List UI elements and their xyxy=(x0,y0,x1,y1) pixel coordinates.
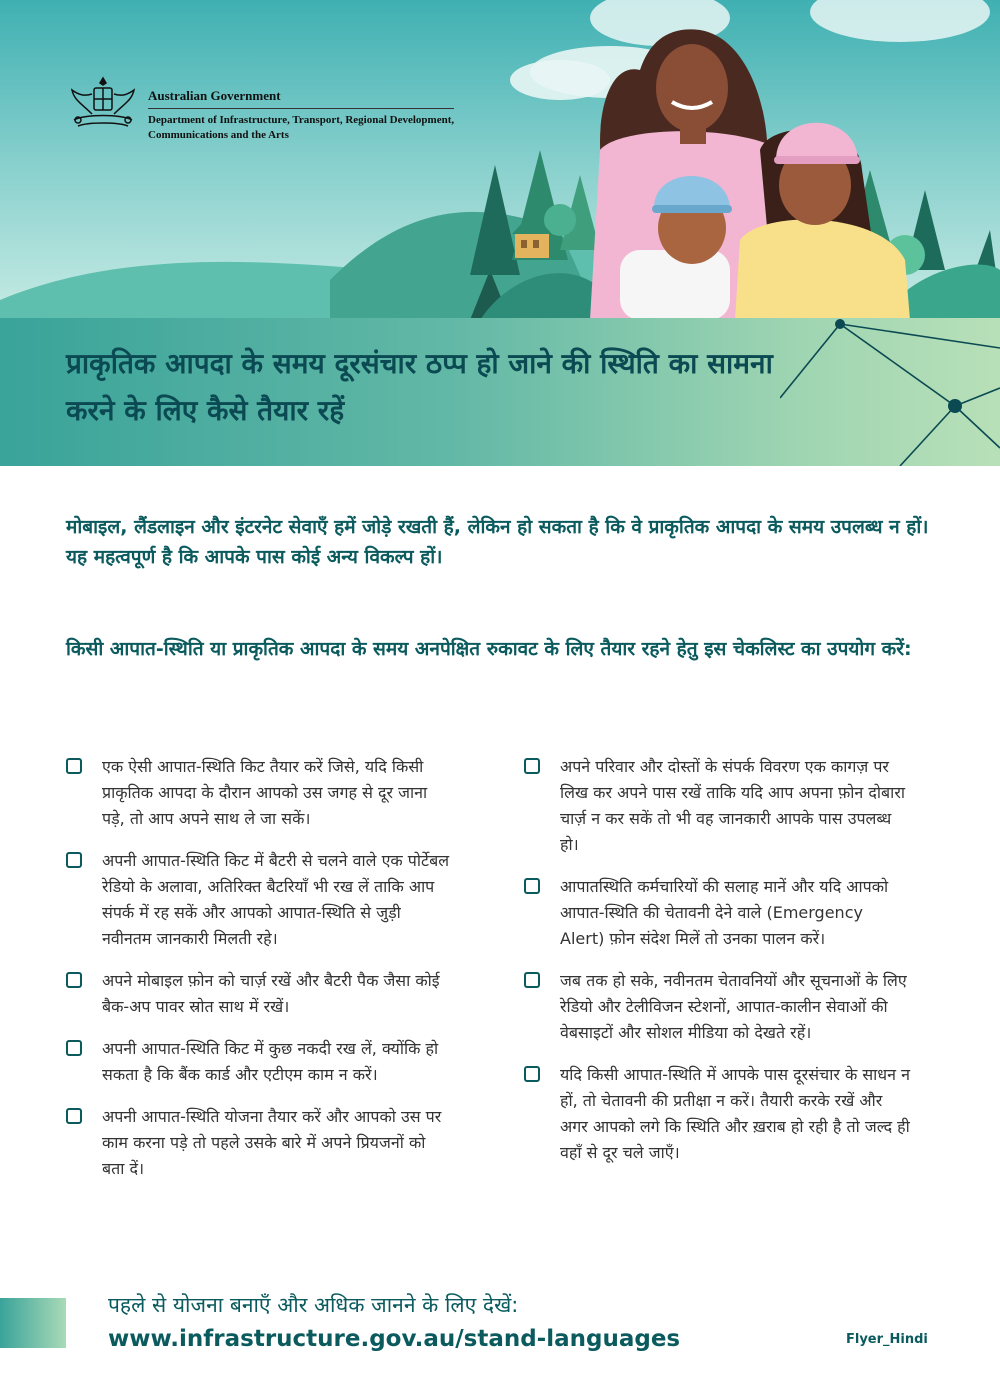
checkbox[interactable] xyxy=(66,852,82,868)
checklist-item-text: यदि किसी आपात-स्थिति में आपके पास दूरसंचार के साधन न हों, तो चेतावनी की प्रतीक्षा न करें। तैयारी करके रखें और अगर आपको लगे कि स्थिति और ख़राब हो रही है तो जल्द ही वहाँ से दूर चले जाएँ। xyxy=(560,1065,910,1162)
checkbox[interactable] xyxy=(524,1066,540,1082)
checkbox[interactable] xyxy=(66,1108,82,1124)
checklist-item-text: अपने परिवार और दोस्तों के संपर्क विवरण एक कागज़ पर लिख कर अपने पास रखें ताकि यदि आप अपना फ़ोन दोबारा चार्ज़ न कर सकें तो भी वह जानकारी आपके पास उपलब्ध हो। xyxy=(560,757,906,854)
hero-illustration xyxy=(0,0,1000,320)
checkbox[interactable] xyxy=(66,758,82,774)
checklist-item-text: अपनी आपात-स्थिति योजना तैयार करें और आपको उस पर काम करना पड़े तो पहले उसके बारे में अपने प्रियजनों को बता दें। xyxy=(102,1107,442,1178)
government-logo xyxy=(64,70,464,140)
checklist-item-text: आपातस्थिति कर्मचारियों की सलाह मानें और यदि आपको आपात-स्थिति की चेतावनी देने वाले (Emergency Alert) फ़ोन संदेश मिलें तो उनका पालन करें। xyxy=(560,877,889,948)
family-landscape-illustration xyxy=(0,0,1000,320)
checklist-item-text: एक ऐसी आपात-स्थिति किट तैयार करें जिसे, यदि किसी प्राकृतिक आपदा के दौरान आपको उस जगह से दूर जाना पड़े, तो आप अपने साथ ले जा सकें। xyxy=(102,757,428,828)
checkbox[interactable] xyxy=(66,972,82,988)
title-banner xyxy=(0,318,1000,466)
footer-website-link[interactable]: www.infrastructure.gov.au/stand-languages xyxy=(108,1326,681,1352)
logo-divider xyxy=(148,108,454,109)
checklist-left-column xyxy=(66,754,452,1198)
checkbox[interactable] xyxy=(524,972,540,988)
checkbox[interactable] xyxy=(66,1040,82,1056)
flyer-code: Flyer_Hindi xyxy=(846,1332,928,1347)
checkbox[interactable] xyxy=(524,758,540,774)
intro-paragraph: मोबाइल, लैंडलाइन और इंटरनेट सेवाएँ हमें जोड़े रखती हैं, लेकिन हो सकता है कि वे प्राकृतिक आपदा के समय उपलब्ध न हों। यह महत्वपूर्ण है कि आपके पास कोई अन्य विकल्प हों। xyxy=(66,516,929,568)
checkbox[interactable] xyxy=(524,878,540,894)
checklist-right-column xyxy=(524,754,910,1182)
footer-call-to-action: पहले से योजना बनाएँ और अधिक जानने के लिए देखें: xyxy=(108,1293,519,1317)
checklist-item xyxy=(66,1104,452,1182)
footer-accent-bar xyxy=(0,1298,66,1348)
checklist-item xyxy=(66,848,452,952)
checklist-intro: किसी आपात-स्थिति या प्राकृतिक आपदा के समय अनपेक्षित रुकावट के लिए तैयार रहने हेतु इस चेकलिस्ट का उपयोग करें: xyxy=(66,638,912,660)
checklist-item xyxy=(66,1036,452,1088)
checklist-item xyxy=(66,968,452,1020)
checklist-item xyxy=(66,754,452,832)
department-name: Department of Infrastructure, Transport, Regional Development, Communications and the Arts xyxy=(148,114,455,141)
checklist-item xyxy=(524,874,910,952)
checklist-item xyxy=(524,754,910,858)
checklist-item xyxy=(524,968,910,1046)
checklist-item xyxy=(524,1062,910,1166)
network-lines-decoration xyxy=(780,318,1000,466)
checklist-item-text: अपने मोबाइल फ़ोन को चार्ज़ रखें और बैटरी पैक जैसा कोई बैक-अप पावर स्रोत साथ में रखें। xyxy=(102,971,440,1016)
government-name: Australian Government xyxy=(148,88,281,103)
checklist-item-text: अपनी आपात-स्थिति किट में कुछ नकदी रख लें, क्योंकि हो सकता है कि बैंक कार्ड और एटीएम काम न करें। xyxy=(102,1039,439,1084)
checklist-item-text: जब तक हो सके, नवीनतम चेतावनियों और सूचनाओं के लिए रेडियो और टेलीविजन स्टेशनों, आपात-कालीन सेवाओं की वेबसाइटों और सोशल मीडिया को देखते रहें। xyxy=(560,971,907,1042)
australian-coat-of-arms-icon xyxy=(64,74,142,132)
checklist-item-text: अपनी आपात-स्थिति किट में बैटरी से चलने वाले एक पोर्टेबल रेडियो के अलावा, अतिरिक्त बैटरियाँ भी रख लें ताकि आप संपर्क में रह सकें और आपको आपात-स्थिति से जुड़ी नवीनतम जानकारी मिलती रहे। xyxy=(102,851,450,948)
page-title: प्राकृतिक आपदा के समय दूरसंचार ठप्प हो जाने की स्थिति का सामना करने के लिए कैसे तैयार रहें xyxy=(66,347,773,427)
